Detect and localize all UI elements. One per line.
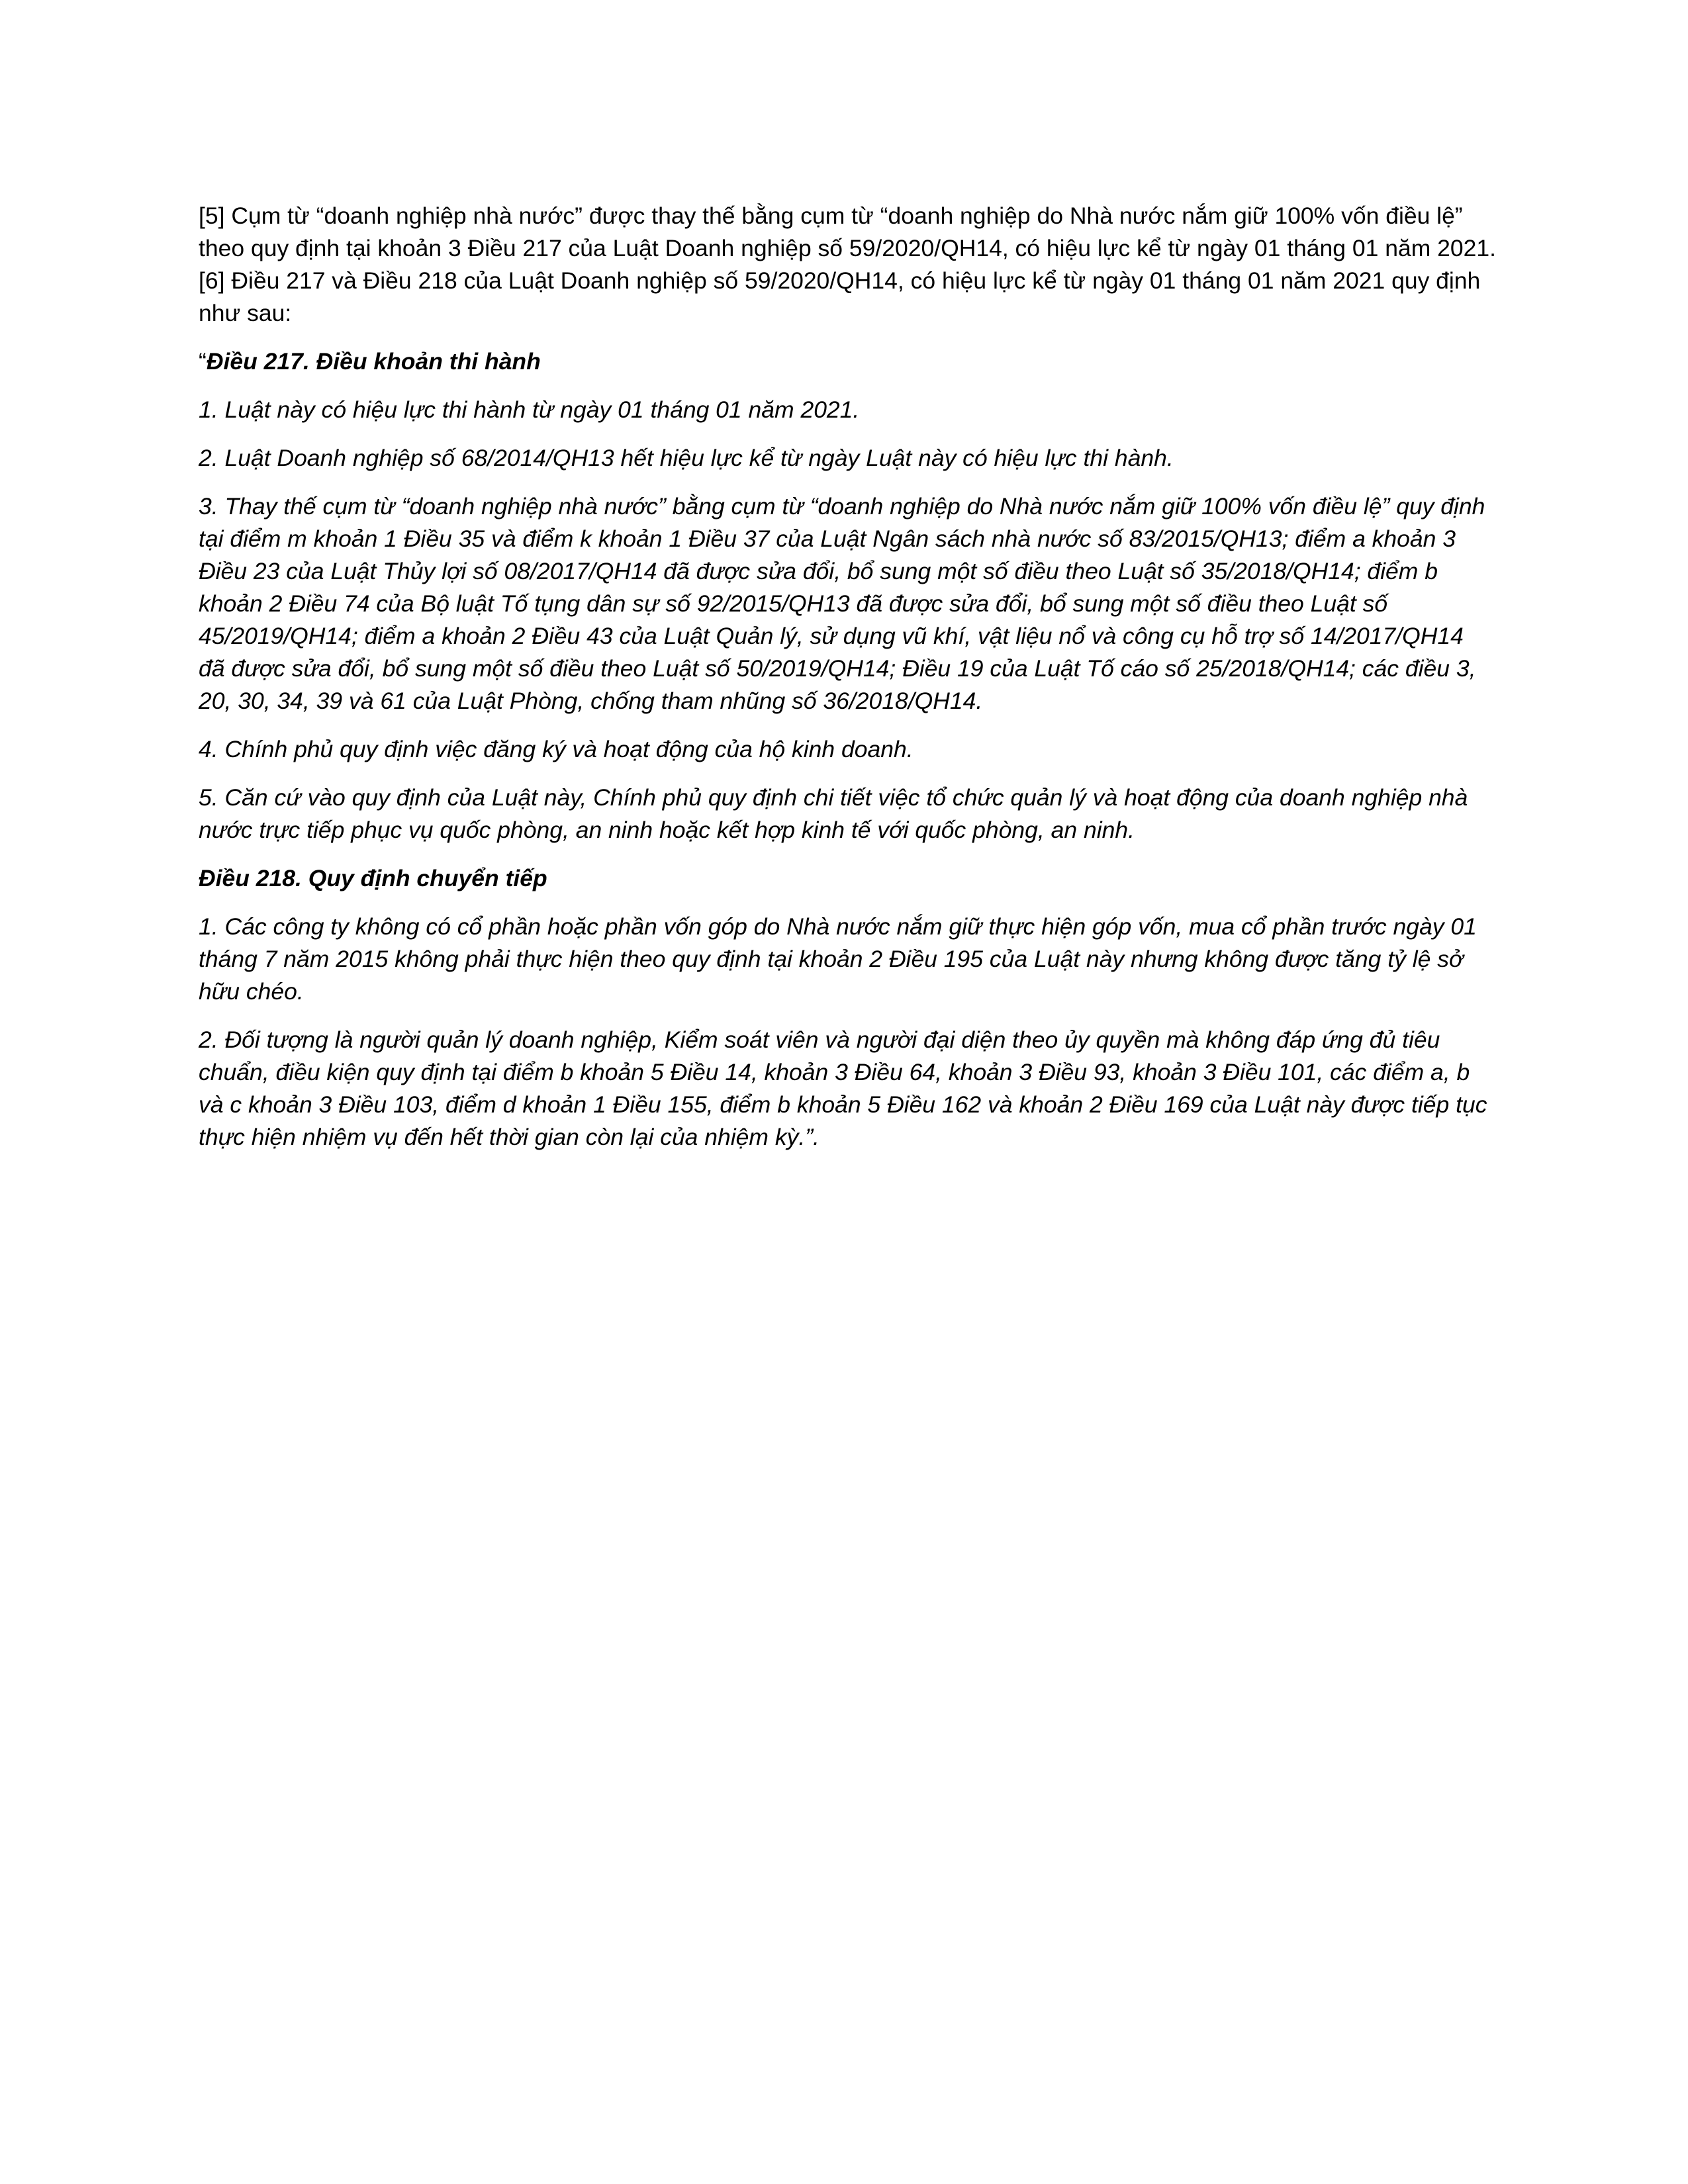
article-218-clause-2: 2. Đối tượng là người quản lý doanh nghiệp, Kiểm soát viên và người đại diện theo ủy quyền mà không đáp ứng đủ tiêu chuẩn, điều kiện quy định tại điểm b khoản 5 Điều 14, khoản 3 Điều 64, khoản 3 Điều 93, khoản 3 Điều 101, các điểm a, b và c khoản 3 Điều 103, điểm d khoản 1 Điều 155, điểm b khoản 5 Điều 162 và khoản 2 Điều 169 của Luật này được tiếp tục thực hiện nhiệm vụ đến hết thời gian còn lại của nhiệm kỳ.”. (199, 1026, 1487, 1150)
article-217-clause-2: 2. Luật Doanh nghiệp số 68/2014/QH13 hết hiệu lực kể từ ngày Luật này có hiệu lực thi hành. (199, 445, 1174, 471)
article-217-clause-5: 5. Căn cứ vào quy định của Luật này, Chính phủ quy định chi tiết việc tổ chức quản lý và hoạt động của doanh nghiệp nhà nước trực tiếp phục vụ quốc phòng, an ninh hoặc kết hợp kinh tế với quốc phòng, an ninh. (199, 784, 1468, 843)
article-217-title: Điều 217. Điều khoản thi hành (206, 348, 541, 375)
article-218-clause-1: 1. Các công ty không có cổ phần hoặc phần vốn góp do Nhà nước nắm giữ thực hiện góp vốn, mua cổ phần trước ngày 01 tháng 7 năm 2015 không phải thực hiện theo quy định tại khoản 2 Điều 195 của Luật này nhưng không được tăng tỷ lệ sở hữu chéo. (199, 913, 1477, 1005)
article-217-clause-3: 3. Thay thế cụm từ “doanh nghiệp nhà nước” bằng cụm từ “doanh nghiệp do Nhà nước nắm giữ 100% vốn điều lệ” quy định tại điểm m khoản 1 Điều 35 và điểm k khoản 1 Điều 37 của Luật Ngân sách nhà nước số 83/2015/QH13; điểm a khoản 3 Điều 23 của Luật Thủy lợi số 08/2017/QH14 đã được sửa đổi, bổ sung một số điều theo Luật số 35/2018/QH14; điểm b khoản 2 Điều 74 của Bộ luật Tố tụng dân sự số 92/2015/QH13 đã được sửa đổi, bổ sung một số điều theo Luật số 45/2019/QH14; điểm a khoản 2 Điều 43 của Luật Quản lý, sử dụng vũ khí, vật liệu nổ và công cụ hỗ trợ số 14/2017/QH14 đã được sửa đổi, bổ sung một số điều theo Luật số 50/2019/QH14; Điều 19 của Luật Tố cáo số 25/2018/QH14; các điều 3, 20, 30, 34, 39 và 61 của Luật Phòng, chống tham nhũng số 36/2018/QH14. (199, 493, 1485, 714)
article-217-clause-4: 4. Chính phủ quy định việc đăng ký và hoạt động của hộ kinh doanh. (199, 736, 914, 762)
document-page (199, 200, 1496, 1169)
quoted-articles (199, 345, 1496, 1154)
article-217-heading (199, 345, 1496, 378)
article-218-heading: Điều 218. Quy định chuyển tiếp (199, 865, 547, 891)
article-217-clause-1: 1. Luật này có hiệu lực thi hành từ ngày 01 tháng 01 năm 2021. (199, 396, 860, 423)
footnote-5: [5] Cụm từ “doanh nghiệp nhà nước” được thay thế bằng cụm từ “doanh nghiệp do Nhà nước nắm giữ 100% vốn điều lệ” theo quy định tại khoản 3 Điều 217 của Luật Doanh nghiệp số 59/2020/QH14, có hiệu lực kể từ ngày 01 tháng 01 năm 2021. (199, 203, 1497, 261)
footnote-6: [6] Điều 217 và Điều 218 của Luật Doanh nghiệp số 59/2020/QH14, có hiệu lực kể từ ngày 01 tháng 01 năm 2021 quy định như sau: (199, 267, 1481, 326)
opening-quote-mark: “ (199, 348, 207, 375)
